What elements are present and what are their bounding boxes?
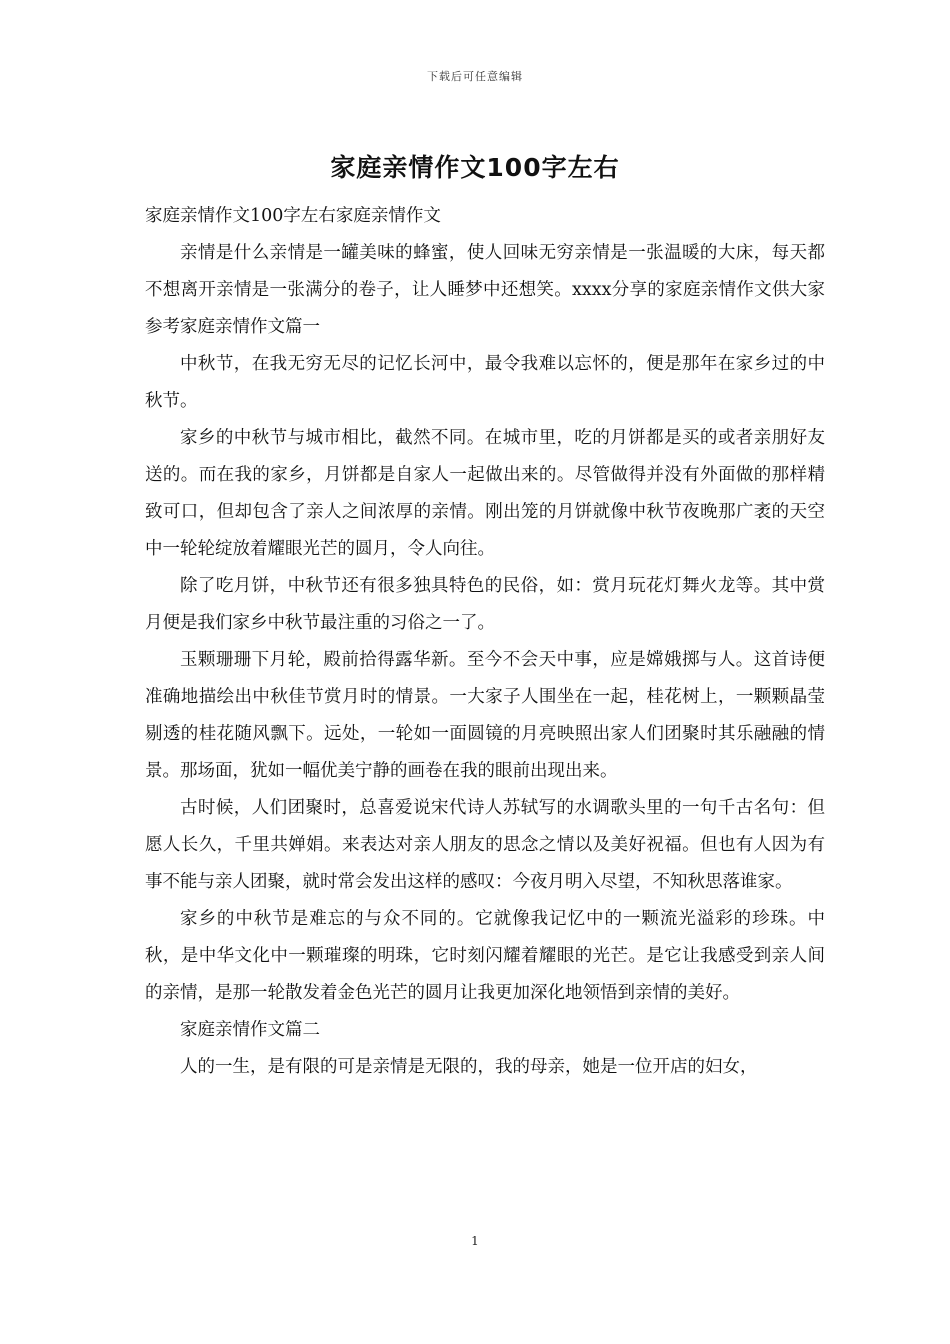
paragraph: 家庭亲情作文100字左右家庭亲情作文 [145,206,441,226]
paragraph: 玉颗珊珊下月轮，殿前拾得露华新。至今不会天中事，应是嫦娥掷与人。这首诗便准确地描绘出中秋佳节赏月时的情景。一大家子人围坐在一起，桂花树上，一颗颗晶莹剔透的桂花随风飘下。远处，一轮如一面圆镜的月亮映照出家人们团聚时其乐融融的情景。那场面，犹如一幅优美宁静的画卷在我的眼前出现出来。 [145,650,825,781]
document-title: 家庭亲情作文100字左右 [330,153,620,182]
paragraph: 古时候，人们团聚时，总喜爱说宋代诗人苏轼写的水调歌头里的一句千古名句：但愿人长久，千里共婵娟。来表达对亲人朋友的思念之情以及美好祝福。但也有人因为有事不能与亲人团聚，就时常会发出这样的感叹：今夜月明入尽望，不知秋思落谁家。 [145,798,825,892]
section-heading: 家庭亲情作文篇二 [180,1020,320,1040]
paragraph: 家乡的中秋节是难忘的与众不同的。它就像我记忆中的一颗流光溢彩的珍珠。中秋，是中华文化中一颗璀璨的明珠，它时刻闪耀着耀眼的光芒。是它让我感受到亲人间的亲情，是那一轮散发着金色光芒的圆月让我更加深化地领悟到亲情的美好。 [145,909,825,1003]
page-number: 1 [471,1234,479,1248]
paragraph: 中秋节，在我无穷无尽的记忆长河中，最令我难以忘怀的，便是那年在家乡过的中秋节。 [145,354,825,411]
paragraph: 家乡的中秋节与城市相比，截然不同。在城市里，吃的月饼都是买的或者亲朋好友送的。而在我的家乡，月饼都是自家人一起做出来的。尽管做得并没有外面做的那样精致可口，但却包含了亲人之间浓厚的亲情。刚出笼的月饼就像中秋节夜晚那广袤的天空中一轮轮绽放着耀眼光芒的圆月，令人向往。 [145,428,825,559]
page-header-note: 下载后可任意编辑 [427,70,523,83]
paragraph: 人的一生，是有限的可是亲情是无限的，我的母亲，她是一位开店的妇女， [180,1057,758,1077]
paragraph: 除了吃月饼，中秋节还有很多独具特色的民俗，如：赏月玩花灯舞火龙等。其中赏月便是我们家乡中秋节最注重的习俗之一了。 [145,576,825,633]
document-body [145,198,825,1086]
paragraph: 亲情是什么亲情是一罐美味的蜂蜜，使人回味无穷亲情是一张温暖的大床，每天都不想离开亲情是一张满分的卷子，让人睡梦中还想笑。xxxx分享的家庭亲情作文供大家参考家庭亲情作文篇一 [145,243,825,337]
